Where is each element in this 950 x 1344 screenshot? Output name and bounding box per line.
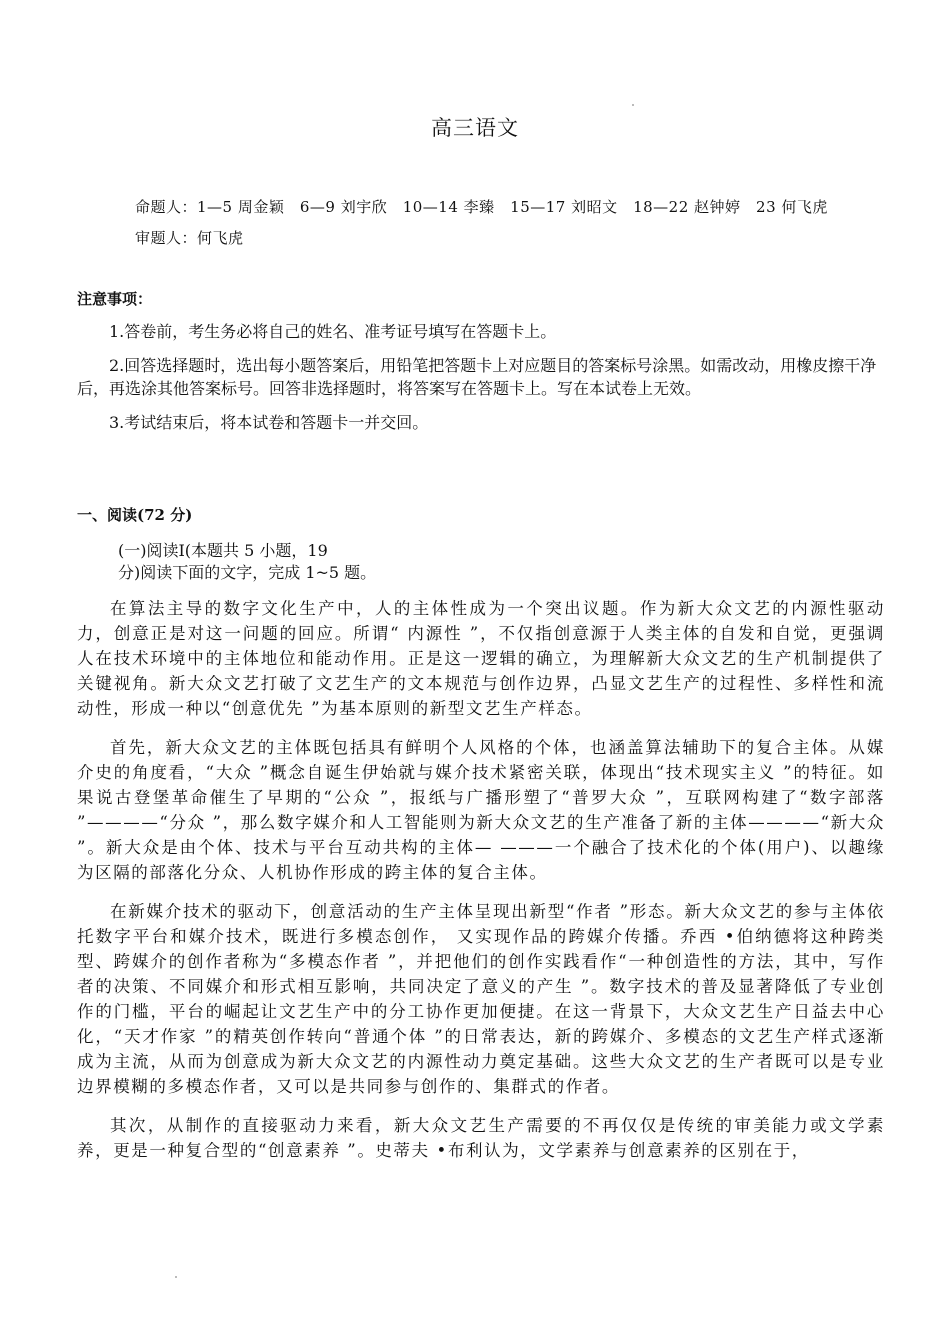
notice-list [77,320,877,445]
passage-paragraph: 在新媒介技术的驱动下，创意活动的生产主体呈现出新型“作者 ”形态。新大众文艺的参与主体依托数字平台和媒介技术，既进行多模态创作， 又实现作品的跨媒介传播。乔西 •伯纳德将这种跨类型、跨媒介的创作者称为“多模态作者 ”，并把他们的创作实践看作“一种创造性的方法，其中，写作者的决策、不同媒介和形式相互影响，共同决定了意义的产生 ”。数字技术的普及显著降低了专业创作的门槛，平台的崛起让文艺生产中的分工协作更加便捷。在这一背景下，大众文艺生产日益去中心化，“天才作家 ”的精英创作转向“普通个体 ”的日常表达，新的跨媒介、多模态的文艺生产样式逐渐成为主流，从而为创意成为新大众文艺的内源性动力奠定基础。这些大众文艺的生产者既可以是专业边界模糊的多模态作者，又可以是共同参与创作的、集群式的作者。 [77,902,885,1096]
exam-title: 高三语文 [431,116,519,140]
scan-speck [632,104,634,106]
passage-paragraph: 其次，从制作的直接驱动力来看，新大众文艺生产需要的不再仅仅是传统的审美能力或文学素养，更是一种复合型的“创意素养 ”。史蒂夫 •布利认为，文学素养与创意素养的区别在于， [77,1116,885,1160]
notice-item: 3.考试结束后，将本试卷和答题卡一并交回。 [109,413,429,432]
notice-item: 2.回答选择题时，选出每小题答案后，用铅笔把答题卡上对应题目的答案标号涂黑。如需改动，用橡皮擦干净后，再选涂其他答案标号。回答非选择题时，将答案写在答题卡上。写在本试卷上无效。 [77,356,877,398]
section-heading: 一、阅读(72 分) [77,506,193,524]
reading-passage [77,596,885,1177]
reviewer: 审题人：何飞虎 [135,229,244,247]
question-setters: 命题人：1—5 周金颖 6—9 刘宇欣 10—14 李臻 15—17 刘昭文 18—22 赵钟婷 23 何飞虎 [135,198,828,216]
notice-heading: 注意事项： [77,290,153,308]
section-subheading: (一)阅读Ⅰ(本题共 5 小题，19 分)阅读下面的文字，完成 1~5 题。 [118,541,377,582]
passage-paragraph: 首先，新大众文艺的主体既包括具有鲜明个人风格的个体，也涵盖算法辅助下的复合主体。从媒介史的角度看，“大众 ”概念自诞生伊始就与媒介技术紧密关联，体现出“技术现实主义 ”的特征。如果说古登堡革命催生了早期的“公众 ”，报纸与广播形塑了“普罗大众 ”，互联网构建了“数字部落 ”————“分众 ”，那么数字媒介和人工智能则为新大众文艺的生产准备了新的主体————“新大众 ”。新大众是由个体、技术与平台互动共构的主体— ———一个融合了技术化的个体(用户)、以趣缘为区隔的部落化分众、人机协作形成的跨主体的复合主体。 [77,738,885,882]
passage-paragraph: 在算法主导的数字文化生产中，人的主体性成为一个突出议题。作为新大众文艺的内源性驱动力，创意正是对这一问题的回应。所谓“ 内源性 ”，不仅指创意源于人类主体的自发和自觉，更强调人在技术环境中的主体地位和能动作用。正是这一逻辑的确立，为理解新大众文艺的生产机制提供了关键视角。新大众文艺打破了文艺生产的文本规范与创作边界，凸显文艺生产的过程性、多样性和流动性，形成一种以“创意优先 ”为基本原则的新型文艺生产样态。 [77,599,885,718]
notice-item: 1.答卷前，考生务必将自己的姓名、准考证号填写在答题卡上。 [109,322,557,341]
author-info [135,192,915,254]
scan-speck [175,1276,177,1278]
